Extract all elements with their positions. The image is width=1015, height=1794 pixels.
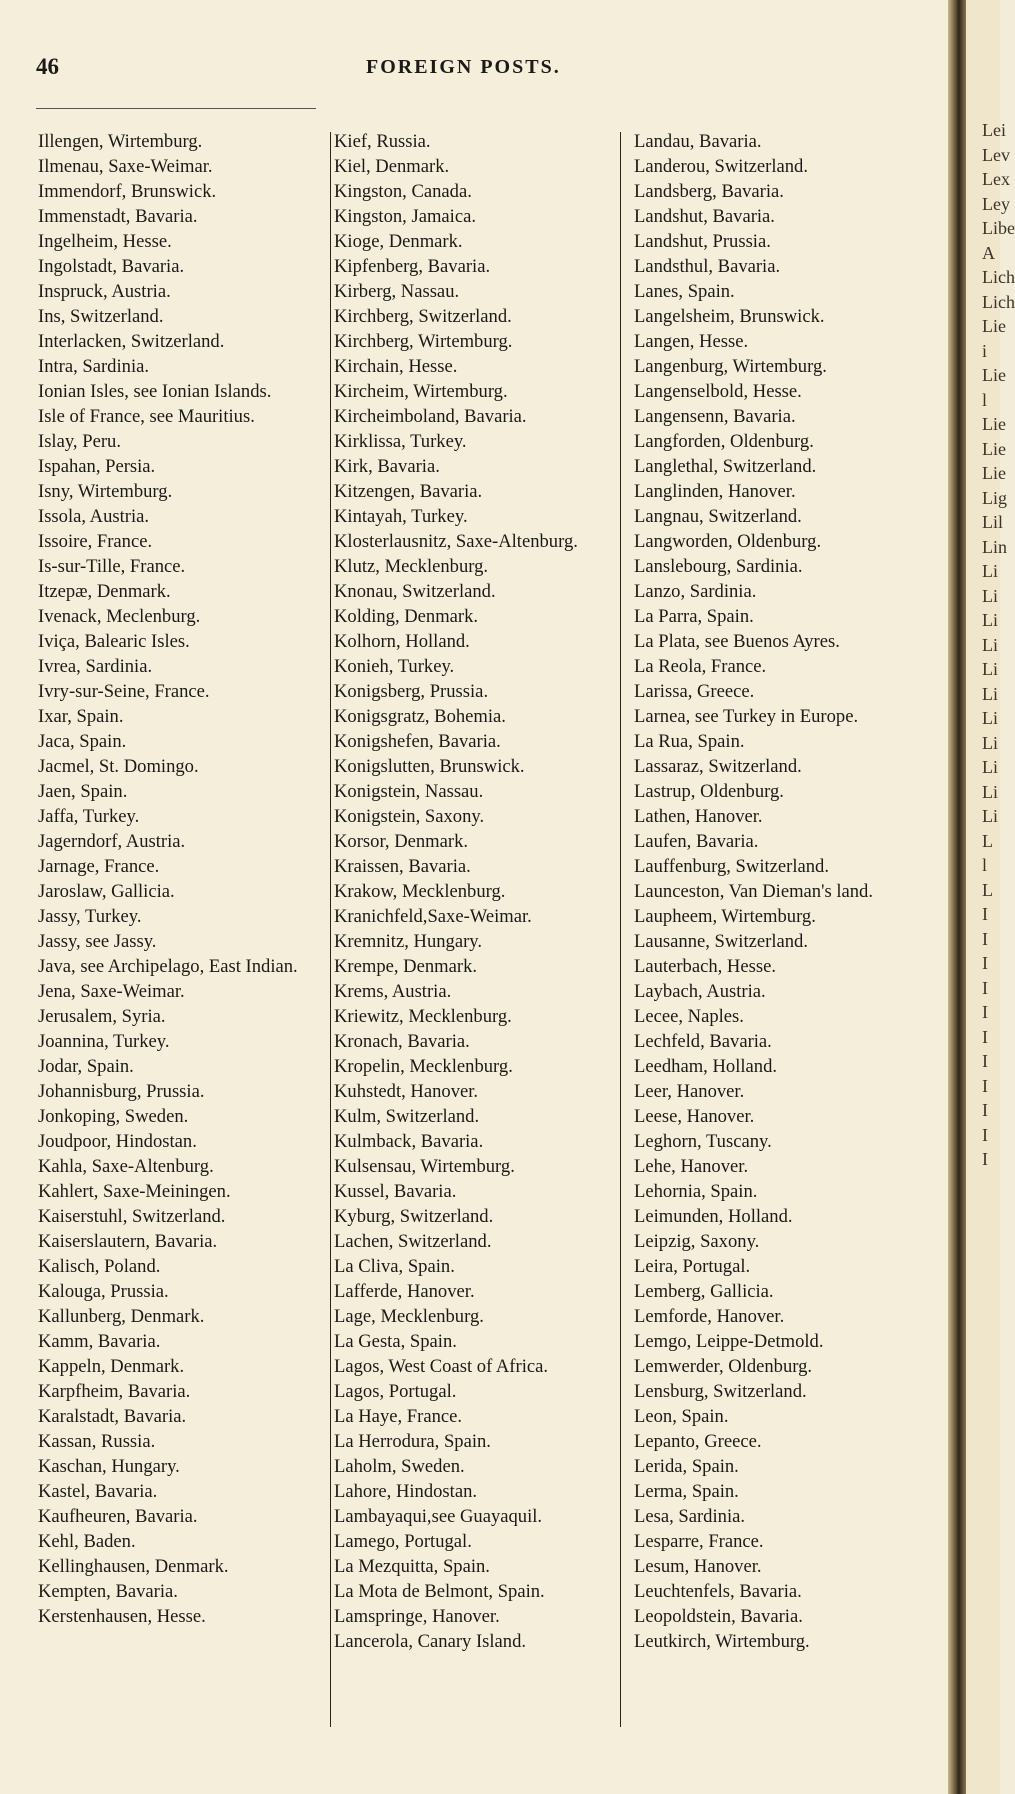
index-entry: Kief, Russia. [334, 131, 431, 152]
adjacent-page-fragment: Lie [982, 316, 1006, 336]
index-column-3 [634, 129, 914, 1654]
index-entry: Langlethal, Switzerland. [634, 456, 817, 477]
index-entry: Krempe, Denmark. [334, 956, 478, 977]
index-entry: Lecee, Naples. [634, 1006, 744, 1027]
index-entry: Kraissen, Bavaria. [334, 856, 471, 877]
index-entry: Kerstenhausen, Hesse. [38, 1606, 206, 1627]
index-entry: Lachen, Switzerland. [334, 1231, 492, 1252]
index-entry: Jagerndorf, Austria. [38, 831, 186, 852]
index-entry: Inspruck, Austria. [38, 281, 171, 302]
index-entry: Kallunberg, Denmark. [38, 1306, 205, 1327]
index-entry: Kirklissa, Turkey. [334, 431, 467, 452]
adjacent-page-fragment: I [982, 1124, 988, 1145]
adjacent-page-fragment: I [982, 1002, 988, 1022]
adjacent-page-fragment: I [982, 1026, 988, 1047]
index-entry: Joudpoor, Hindostan. [38, 1131, 197, 1152]
index-entry: Kirchain, Hesse. [334, 356, 458, 377]
index-entry: Langensenn, Bavaria. [634, 406, 796, 427]
adjacent-page-fragment: Li [982, 585, 998, 606]
adjacent-page-fragment: Li [982, 708, 998, 728]
adjacent-page-fragment: Lin [982, 536, 1007, 557]
index-entry: Lafferde, Hanover. [334, 1281, 475, 1302]
index-entry: Ispahan, Persia. [38, 456, 156, 477]
index-entry: Lesparre, France. [634, 1531, 764, 1552]
index-entry: Jonkoping, Sweden. [38, 1106, 189, 1127]
index-entry: Issoire, France. [38, 531, 153, 552]
index-entry: Immendorf, Brunswick. [38, 181, 217, 202]
adjacent-page-edge [966, 0, 1015, 1794]
index-entry: Lepanto, Greece. [634, 1431, 762, 1452]
adjacent-page-fragment: I [982, 904, 988, 924]
index-entry: Kehl, Baden. [38, 1531, 136, 1552]
index-entry: Leutkirch, Wirtemburg. [634, 1631, 810, 1652]
index-entry: Jaroslaw, Gallicia. [38, 881, 175, 902]
index-entry: Ivrea, Sardinia. [38, 656, 153, 677]
index-entry: Ingolstadt, Bavaria. [38, 256, 185, 277]
index-entry: Langenburg, Wirtemburg. [634, 356, 827, 377]
index-entry: Konigstein, Saxony. [334, 806, 485, 827]
index-entry: Klutz, Mecklenburg. [334, 556, 489, 577]
index-entry: Kioge, Denmark. [334, 231, 463, 252]
adjacent-page-fragment: Lie [982, 414, 1006, 434]
index-entry: Leer, Hanover. [634, 1081, 745, 1102]
index-entry: Issola, Austria. [38, 506, 150, 527]
index-entry: Laufen, Bavaria. [634, 831, 759, 852]
index-entry: Kiel, Denmark. [334, 156, 450, 177]
adjacent-page-fragment: I [982, 1051, 988, 1071]
index-entry: Kastel, Bavaria. [38, 1481, 158, 1502]
index-entry: Is-sur-Tille, France. [38, 556, 186, 577]
index-entry: Isle of France, see Mauritius. [38, 406, 255, 427]
adjacent-page-fragment: Lie [982, 438, 1006, 459]
index-entry: Leghorn, Tuscany. [634, 1131, 772, 1152]
index-entry: Kremnitz, Hungary. [334, 931, 483, 952]
adjacent-page-fragment: Li [982, 659, 998, 679]
index-entry: Larissa, Greece. [634, 681, 755, 702]
index-entry: Lanzo, Sardinia. [634, 581, 757, 602]
index-entry: Kingston, Canada. [334, 181, 472, 202]
index-entry: Lamspringe, Hanover. [334, 1606, 500, 1627]
index-entry: Intra, Sardinia. [38, 356, 150, 377]
index-entry: Lesa, Sardinia. [634, 1506, 746, 1527]
index-entry: Konigsberg, Prussia. [334, 681, 489, 702]
index-entry: Kolding, Denmark. [334, 606, 479, 627]
adjacent-page-fragment: Li [982, 683, 998, 704]
index-entry: Lanslebourg, Sardinia. [634, 556, 803, 577]
index-entry: Knonau, Switzerland. [334, 581, 496, 602]
adjacent-page-fragment: I [982, 1149, 988, 1169]
index-column-2 [334, 129, 616, 1654]
index-entry: Langelsheim, Brunswick. [634, 306, 825, 327]
index-entry: Jaen, Spain. [38, 781, 128, 802]
index-entry: Kintayah, Turkey. [334, 506, 468, 527]
index-entry: Langnau, Switzerland. [634, 506, 802, 527]
index-entry: Immenstadt, Bavaria. [38, 206, 198, 227]
adjacent-page-fragment: i [982, 340, 988, 361]
index-entry: Konieh, Turkey. [334, 656, 455, 677]
index-entry: Islay, Peru. [38, 431, 121, 452]
index-entry: Langenselbold, Hesse. [634, 381, 802, 402]
adjacent-page-fragment: Lei [982, 120, 1006, 140]
index-entry: Laholm, Sweden. [334, 1456, 465, 1477]
index-entry: Jassy, Turkey. [38, 906, 142, 927]
adjacent-page-fragment: Lil [982, 512, 1003, 532]
index-entry: Lancerola, Canary Island. [334, 1631, 527, 1652]
index-entry: Kirberg, Nassau. [334, 281, 460, 302]
index-entry: Ins, Switzerland. [38, 306, 164, 327]
adjacent-page-fragment: L [982, 830, 993, 851]
index-entry: Kaiserstuhl, Switzerland. [38, 1206, 226, 1227]
index-entry: Lassaraz, Switzerland. [634, 756, 802, 777]
adjacent-page-fragment: Li [982, 781, 998, 802]
index-entry: Kulmback, Bavaria. [334, 1131, 484, 1152]
index-entry: Kempten, Bavaria. [38, 1581, 178, 1602]
index-entry: Isny, Wirtemburg. [38, 481, 173, 502]
index-entry: Leuchtenfels, Bavaria. [634, 1581, 802, 1602]
index-entry: Launceston, Van Dieman's land. [634, 881, 873, 902]
index-entry: Lathen, Hanover. [634, 806, 763, 827]
index-entry: Ixar, Spain. [38, 706, 124, 727]
index-entry: Lemforde, Hanover. [634, 1306, 785, 1327]
index-entry: Kaschan, Hungary. [38, 1456, 180, 1477]
index-entry: Jaca, Spain. [38, 731, 127, 752]
index-entry: Lemberg, Gallicia. [634, 1281, 774, 1302]
index-entry: Lagos, West Coast of Africa. [334, 1356, 549, 1377]
index-entry: Kitzengen, Bavaria. [334, 481, 483, 502]
index-entry: Lauffenburg, Switzerland. [634, 856, 830, 877]
adjacent-page-fragment: Lex [982, 169, 1010, 189]
index-entry: Leopoldstein, Bavaria. [634, 1606, 803, 1627]
index-entry: Lausanne, Switzerland. [634, 931, 808, 952]
index-entry: Leese, Hanover. [634, 1106, 755, 1127]
index-entry: Kipfenberg, Bavaria. [334, 256, 491, 277]
index-entry: Kahla, Saxe-Altenburg. [38, 1156, 214, 1177]
index-entry: Itzepæ, Denmark. [38, 581, 171, 602]
index-entry: Jerusalem, Syria. [38, 1006, 166, 1027]
adjacent-page-fragment: L [982, 879, 993, 900]
index-entry: La Plata, see Buenos Ayres. [634, 631, 840, 652]
index-entry: Kirchberg, Switzerland. [334, 306, 512, 327]
index-entry: Langen, Hesse. [634, 331, 749, 352]
index-entry: Kuhstedt, Hanover. [334, 1081, 479, 1102]
index-entry: Illengen, Wirtemburg. [38, 131, 203, 152]
index-entry: Kingston, Jamaica. [334, 206, 477, 227]
index-entry: Krakow, Mecklenburg. [334, 881, 506, 902]
index-entry: Lensburg, Switzerland. [634, 1381, 807, 1402]
index-entry: Kircheim, Wirtemburg. [334, 381, 508, 402]
index-entry: Kranichfeld,Saxe-Weimar. [334, 906, 532, 927]
index-entry: Larnea, see Turkey in Europe. [634, 706, 859, 727]
index-entry: Lesum, Hanover. [634, 1556, 762, 1577]
adjacent-page-fragment: Lie [982, 463, 1006, 483]
index-entry: La Reola, France. [634, 656, 767, 677]
adjacent-page-fragment: Libe [982, 218, 1015, 238]
index-entry: Johannisburg, Prussia. [38, 1081, 205, 1102]
adjacent-page-fragment: Ley [982, 193, 1010, 214]
index-entry: Kappeln, Denmark. [38, 1356, 185, 1377]
adjacent-page-fragment: I [982, 1075, 988, 1096]
index-entry: Kussel, Bavaria. [334, 1181, 457, 1202]
adjacent-page-fragment: Li [982, 561, 998, 581]
index-entry: Lerma, Spain. [634, 1481, 739, 1502]
index-entry: Kirk, Bavaria. [334, 456, 440, 477]
index-entry: Karpfheim, Bavaria. [38, 1381, 191, 1402]
index-entry: La Parra, Spain. [634, 606, 754, 627]
index-entry: Lambayaqui,see Guayaquil. [334, 1506, 543, 1527]
adjacent-page-fragment: Lie [982, 365, 1006, 385]
index-entry: Lerida, Spain. [634, 1456, 739, 1477]
index-entry: Kronach, Bavaria. [334, 1031, 470, 1052]
book-gutter [948, 0, 966, 1794]
index-entry: La Haye, France. [334, 1406, 463, 1427]
header-rule [36, 108, 316, 109]
index-entry: Kahlert, Saxe-Meiningen. [38, 1181, 231, 1202]
index-entry: Interlacken, Switzerland. [38, 331, 225, 352]
index-entry: Kalisch, Poland. [38, 1256, 161, 1277]
index-entry: Leedham, Holland. [634, 1056, 778, 1077]
index-entry: Lamego, Portugal. [334, 1531, 472, 1552]
index-entry: Kulsensau, Wirtemburg. [334, 1156, 515, 1177]
index-entry: Jassy, see Jassy. [38, 931, 157, 952]
adjacent-page-fragment: Lev [982, 144, 1010, 165]
index-entry: Klosterlausnitz, Saxe-Altenburg. [334, 531, 578, 552]
index-entry: Leon, Spain. [634, 1406, 729, 1427]
index-entry: Konigstein, Nassau. [334, 781, 484, 802]
adjacent-page-fragment: Lich [982, 291, 1015, 312]
page-number: 46 [36, 54, 59, 79]
index-entry: Ionian Isles, see Ionian Islands. [38, 381, 272, 402]
index-entry: Jaffa, Turkey. [38, 806, 140, 827]
index-entry: Langforden, Oldenburg. [634, 431, 814, 452]
adjacent-page-fragment: Lich [982, 267, 1015, 287]
index-entry: Lehornia, Spain. [634, 1181, 758, 1202]
index-entry: Lastrup, Oldenburg. [634, 781, 784, 802]
adjacent-page-fragment: Li [982, 806, 998, 826]
index-entry: Kellinghausen, Denmark. [38, 1556, 229, 1577]
index-entry: Konigshefen, Bavaria. [334, 731, 501, 752]
index-entry: Kyburg, Switzerland. [334, 1206, 494, 1227]
index-entry: Kamm, Bavaria. [38, 1331, 161, 1352]
index-entry: Lage, Mecklenburg. [334, 1306, 484, 1327]
index-entry: Landsberg, Bavaria. [634, 181, 784, 202]
index-entry: Lemgo, Leippe-Detmold. [634, 1331, 824, 1352]
adjacent-page-fragment: Li [982, 732, 998, 753]
index-entry: La Mota de Belmont, Spain. [334, 1581, 545, 1602]
index-entry: Konigsgratz, Bohemia. [334, 706, 506, 727]
index-entry: Lanes, Spain. [634, 281, 735, 302]
adjacent-page-fragment: I [982, 953, 988, 973]
index-entry: La Gesta, Spain. [334, 1331, 457, 1352]
index-entry: Landshut, Prussia. [634, 231, 771, 252]
index-entry: Karalstadt, Bavaria. [38, 1406, 187, 1427]
index-entry: La Mezquitta, Spain. [334, 1556, 490, 1577]
index-entry: Langlinden, Hanover. [634, 481, 796, 502]
index-entry: Joannina, Turkey. [38, 1031, 170, 1052]
index-entry: Ivry-sur-Seine, France. [38, 681, 210, 702]
adjacent-page-fragment: I [982, 928, 988, 949]
index-entry: Konigslutten, Brunswick. [334, 756, 525, 777]
adjacent-page-fragment: Li [982, 757, 998, 777]
index-entry: Lehe, Hanover. [634, 1156, 749, 1177]
index-entry: Lechfeld, Bavaria. [634, 1031, 772, 1052]
index-entry: Kriewitz, Mecklenburg. [334, 1006, 512, 1027]
index-entry: Kircheimboland, Bavaria. [334, 406, 527, 427]
index-entry: La Herrodura, Spain. [334, 1431, 491, 1452]
adjacent-page-fragment: A [982, 242, 995, 263]
index-entry: Jena, Saxe-Weimar. [38, 981, 185, 1002]
adjacent-page-fragment: l [982, 855, 988, 875]
index-entry: Java, see Archipelago, East Indian. [38, 956, 298, 977]
index-entry: Ingelheim, Hesse. [38, 231, 172, 252]
index-entry: Kulm, Switzerland. [334, 1106, 480, 1127]
index-entry: La Rua, Spain. [634, 731, 745, 752]
index-entry: Korsor, Denmark. [334, 831, 469, 852]
index-entry: Leimunden, Holland. [634, 1206, 793, 1227]
index-entry: Lagos, Portugal. [334, 1381, 457, 1402]
running-head: FOREIGN POSTS. [366, 56, 561, 78]
index-entry: Landsthul, Bavaria. [634, 256, 781, 277]
index-entry: Ilmenau, Saxe-Weimar. [38, 156, 213, 177]
index-entry: Kirchberg, Wirtemburg. [334, 331, 513, 352]
index-entry: Laybach, Austria. [634, 981, 766, 1002]
index-entry: Landau, Bavaria. [634, 131, 762, 152]
index-entry: Leira, Portugal. [634, 1256, 751, 1277]
index-entry: Landshut, Bavaria. [634, 206, 775, 227]
adjacent-page-fragment: I [982, 1100, 988, 1120]
index-entry: La Cliva, Spain. [334, 1256, 455, 1277]
adjacent-page-fragment: Li [982, 610, 998, 630]
index-entry: Jarnage, France. [38, 856, 160, 877]
index-entry: Jodar, Spain. [38, 1056, 134, 1077]
index-entry: Lemwerder, Oldenburg. [634, 1356, 813, 1377]
index-entry: Laupheem, Wirtemburg. [634, 906, 816, 927]
adjacent-page-fragment: I [982, 977, 988, 998]
page-header [36, 54, 916, 88]
index-entry: Lahore, Hindostan. [334, 1481, 478, 1502]
column-divider [620, 132, 621, 1727]
column-divider [330, 132, 331, 1727]
index-entry: Kalouga, Prussia. [38, 1281, 169, 1302]
index-entry: Kropelin, Mecklenburg. [334, 1056, 513, 1077]
index-entry: Krems, Austria. [334, 981, 452, 1002]
adjacent-page-fragment: Li [982, 634, 998, 655]
index-entry: Iviça, Balearic Isles. [38, 631, 190, 652]
index-entry: Kolhorn, Holland. [334, 631, 470, 652]
index-entry: Kaufheuren, Bavaria. [38, 1506, 198, 1527]
adjacent-page-fragment: l [982, 389, 988, 410]
index-entry: Jacmel, St. Domingo. [38, 756, 199, 777]
index-entry: Lauterbach, Hesse. [634, 956, 776, 977]
index-entry: Langworden, Oldenburg. [634, 531, 822, 552]
index-entry: Kassan, Russia. [38, 1431, 156, 1452]
index-column-1 [38, 129, 316, 1629]
index-entry: Landerou, Switzerland. [634, 156, 808, 177]
index-entry: Leipzig, Saxony. [634, 1231, 760, 1252]
index-entry: Kaiserslautern, Bavaria. [38, 1231, 218, 1252]
adjacent-page-fragment: Lig [982, 487, 1007, 508]
index-entry: Ivenack, Meclenburg. [38, 606, 201, 627]
